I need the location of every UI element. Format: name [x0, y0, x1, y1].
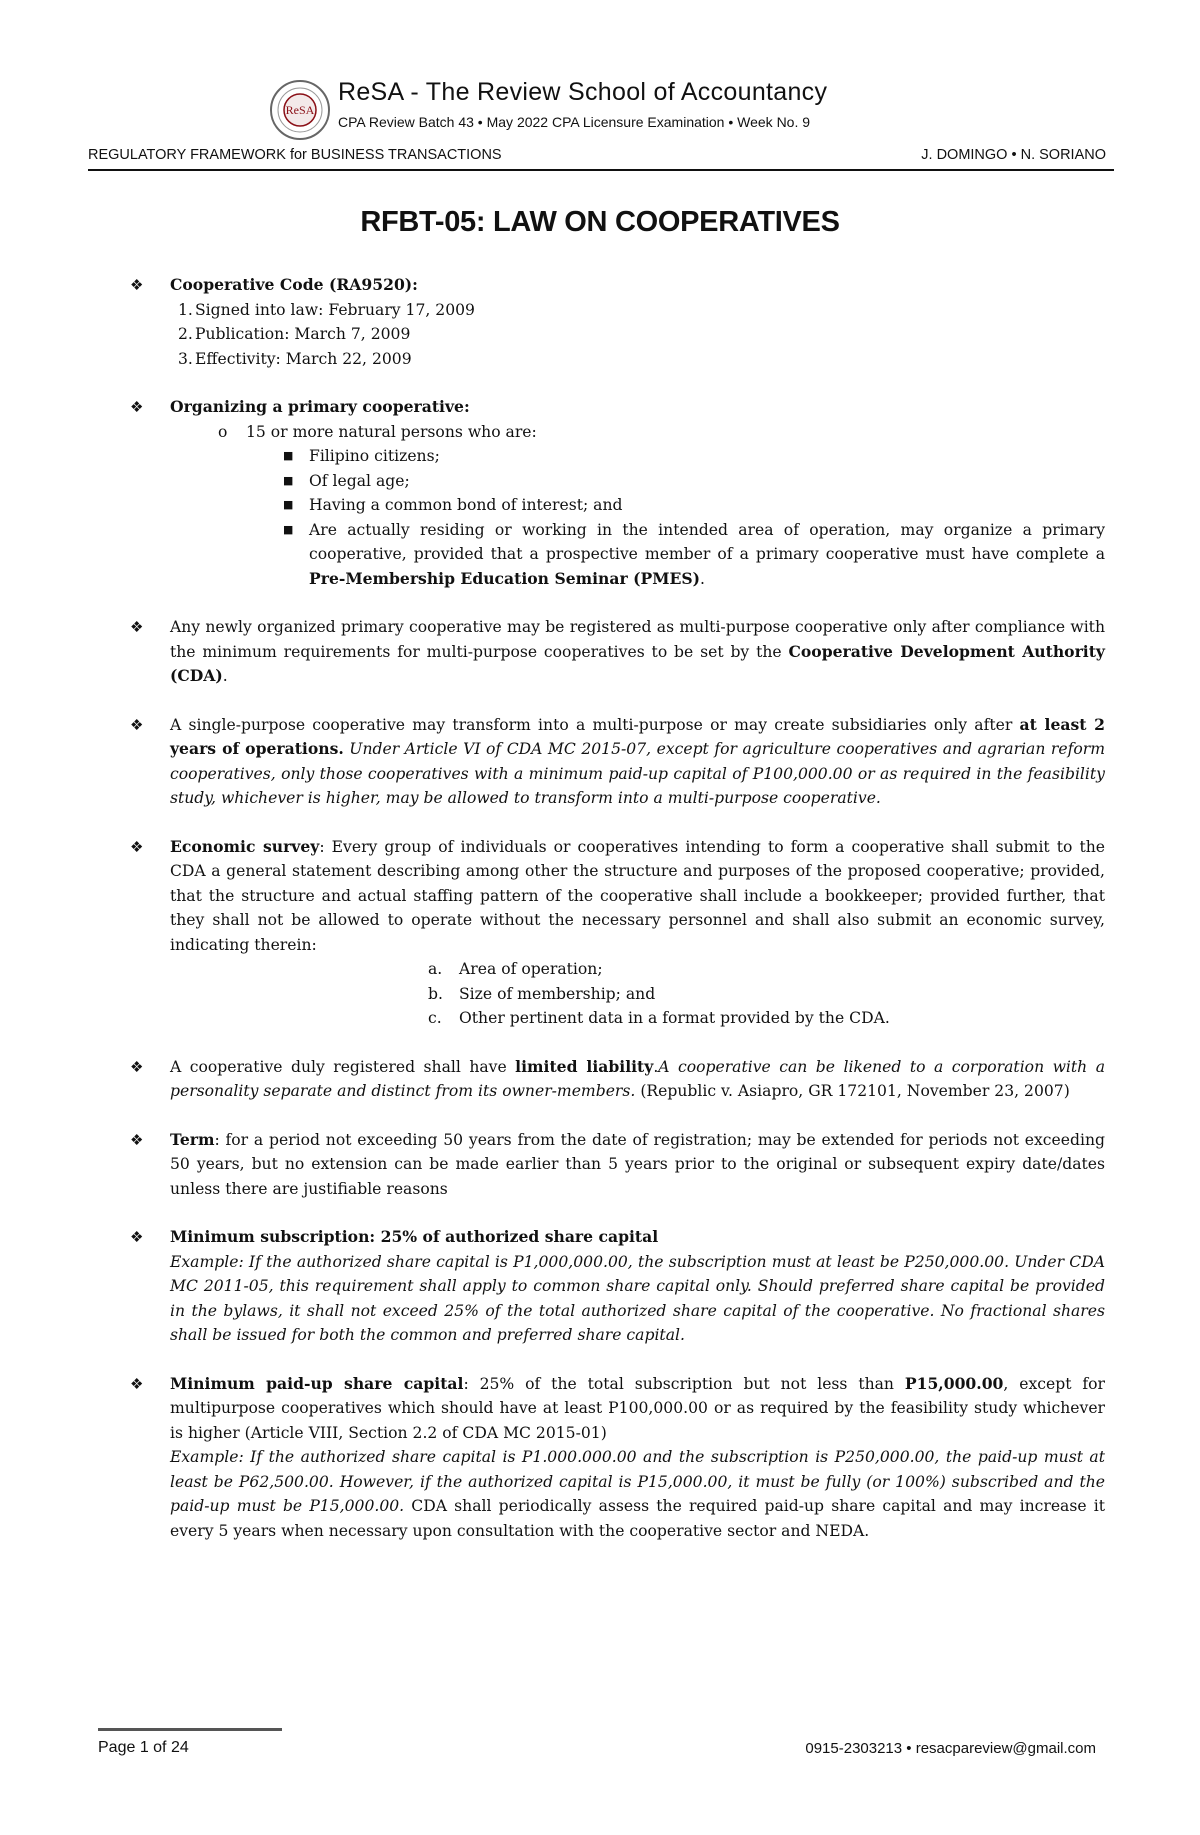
- section-economic-survey: ❖ Economic survey: Every group of individuals or cooperatives intending to form a cooperative shall submit to the CDA a general statement describing among other the structure and purposes of the proposed cooperative; provided, that the structure and actual staffing pattern of the cooperative shall include a bookkeeper; provided further, that they shall not be allowed to operate without the necessary personnel and shall also submit an economic survey, indicating therein: a. Area of operation; b. Size of membership; and c. Other pertinent data in a format provided by the CDA.: [130, 835, 1105, 1031]
- section-paid-up-capital: ❖ Minimum paid-up share capital: 25% of the total subscription but not less than P15,000.00, except for multipurpose cooperatives which should have at least P100,000.00 or as required by the feasibility study whichever is higher (Article VIII, Section 2.2 of CDA MC 2015-01) Example: If the authorized share capital is P1.000.000.00 and the subscription is P250,000.00, the paid-up must at least be P62,500.00. However, if the authorized capital is P15,000.00, it must be fully (or 100%) subscribed and the paid-up must be P15,000.00. CDA shall periodically assess the required paid-up share capital and may increase it every 5 years when necessary upon consultation with the cooperative sector and NEDA.: [130, 1373, 1106, 1540]
- section-heading: Cooperative Code (RA9520):: [170, 275, 418, 294]
- example-text: Example: If the authorized share capital is P1,000,000.00, the subscription must at least be P250,000.00. Under CDA MC 2011-05, this requirement shall apply to common share capital only. Should preferred share capital be provided in the bylaws, it shall not exceed 25% of the total authorized share capital of the cooperative. No fractional shares shall be issued for both the common and preferred share capital.: [170, 1252, 1105, 1344]
- list-item: ■ Filipino citizens;: [283, 447, 440, 465]
- section-single-purpose: ❖ A single-purpose cooperative may transform into a multi-purpose or may create subsidiaries only after at least 2 years of operations. Under Article VI of CDA MC 2015-07, except for agriculture cooperatives and agrarian reform cooperatives, only those cooperatives with a minimum paid-up capital of P100,000.00 or as required in the feasibility study, whichever is higher, may be allowed to transform into a multi-purpose cooperative.: [130, 714, 1105, 807]
- section-cooperative-code: [130, 273, 1105, 371]
- document-body: [130, 273, 1105, 1567]
- batch-subtitle: CPA Review Batch 43 • May 2022 CPA Licensure Examination • Week No. 9: [338, 114, 811, 130]
- section-limited-liability: ❖ A cooperative duly registered shall have limited liability.A cooperative can be likened to a corporation with a personality separate and distinct from its owner-members. (Republic v. Asiapro, GR 172101, November 23, 2007): [130, 1056, 1105, 1100]
- list-item: 2. Publication: March 7, 2009: [178, 325, 411, 343]
- header-bar: [88, 145, 1114, 171]
- diamond-bullet-icon: ❖: [130, 276, 144, 294]
- diamond-bullet-icon: ❖: [130, 1228, 144, 1246]
- diamond-bullet-icon: ❖: [130, 1374, 144, 1393]
- list-item: c. Other pertinent data in a format provided by the CDA.: [428, 1009, 890, 1027]
- footer-rule: [98, 1728, 282, 1731]
- list-item: a. Area of operation;: [428, 960, 603, 978]
- section-organizing: [130, 395, 1105, 591]
- example-text: Example: If the authorized share capital is P1.000.000.00 and the subscription is P250,000.00, the paid-up must at least be P62,500.00. However, if the authorized capital is P15,000.00, it must be fully (or 100%) subscribed and the paid-up must be P15,000.00.: [170, 1448, 1105, 1515]
- diamond-bullet-icon: ❖: [130, 618, 144, 636]
- list-item: ■ Are actually residing or working in the intended area of operation, may organize a primary cooperative, provided that a prospective member of a primary cooperative must have complete a Pre-Membership Education Seminar (PMES).: [283, 520, 1105, 588]
- list-item: ■ Of legal age;: [283, 471, 410, 490]
- page-number: Page 1 of 24: [98, 1739, 189, 1756]
- section-heading: Organizing a primary cooperative:: [170, 397, 470, 416]
- diamond-bullet-icon: ❖: [130, 837, 144, 856]
- diamond-bullet-icon: ❖: [130, 715, 144, 734]
- diamond-bullet-icon: ❖: [130, 1057, 144, 1076]
- list-item: ■ Having a common bond of interest; and: [283, 496, 623, 514]
- page-title: RFBT-05: LAW ON COOPERATIVES: [360, 206, 840, 238]
- logo-text: ReSA: [285, 103, 315, 117]
- subject-label: REGULATORY FRAMEWORK for BUSINESS TRANSACTIONS: [88, 147, 502, 163]
- resa-logo-icon: [268, 78, 332, 142]
- section-multipurpose: ❖ Any newly organized primary cooperative may be registered as multi-purpose cooperative only after compliance with the minimum requirements for multi-purpose cooperatives to be set by the Cooperative Development Authority (CDA).: [130, 615, 1105, 689]
- contact-info: 0915-2303213 • resacpareview@gmail.com: [805, 1740, 1096, 1757]
- authors-label: J. DOMINGO • N. SORIANO: [921, 147, 1106, 163]
- section-minimum-subscription: [130, 1225, 1105, 1348]
- section-term: ❖ Term: for a period not exceeding 50 years from the date of registration; may be extended for periods not exceeding 50 years, but no extension can be made earlier than 5 years prior to the original or subsequent expiry date/dates unless there are justifiable reasons: [130, 1129, 1105, 1198]
- list-item: o 15 or more natural persons who are:: [218, 422, 537, 441]
- list-item: 3. Effectivity: March 22, 2009: [178, 349, 412, 368]
- diamond-bullet-icon: ❖: [130, 398, 144, 416]
- list-item: b. Size of membership; and: [428, 984, 656, 1003]
- school-name: ReSA - The Review School of Accountancy: [338, 78, 828, 106]
- list-item: 1. Signed into law: February 17, 2009: [178, 300, 475, 319]
- section-heading: Minimum subscription: 25% of authorized share capital: [170, 1227, 659, 1246]
- diamond-bullet-icon: ❖: [130, 1130, 144, 1149]
